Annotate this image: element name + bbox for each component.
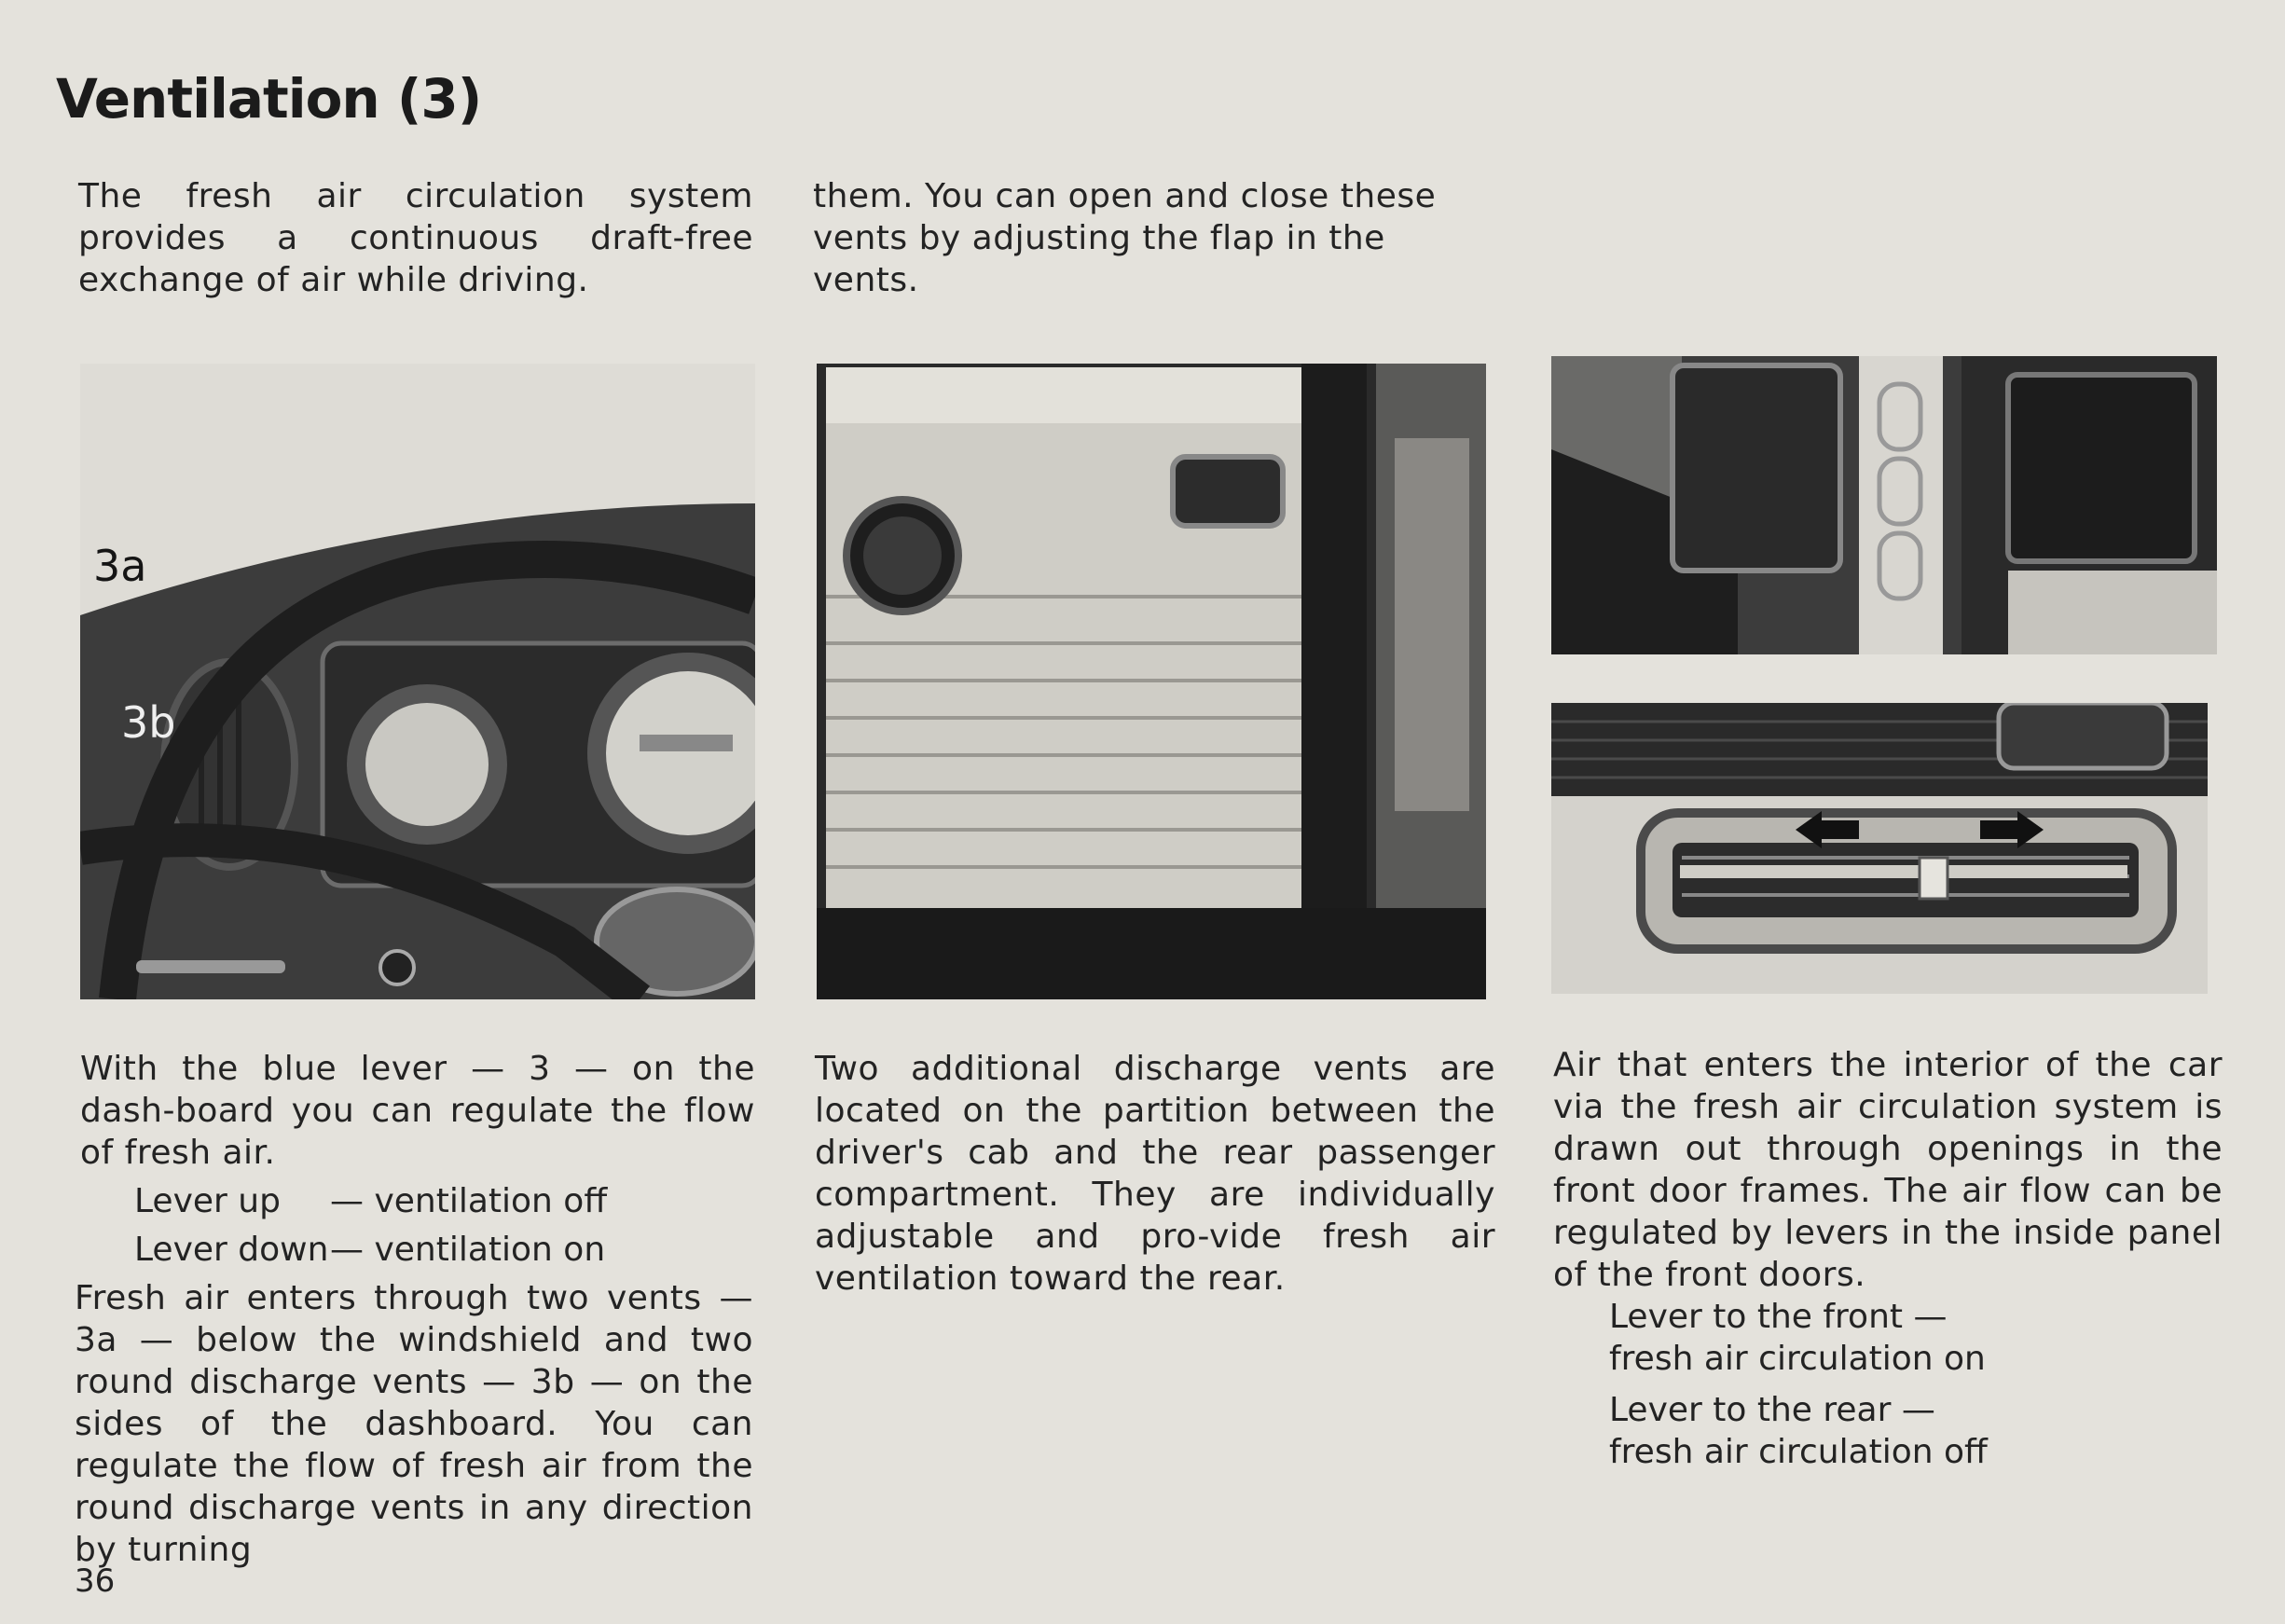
partition-vents-photo <box>817 364 1486 999</box>
lever-front-line1: Lever to the front — <box>1609 1298 1948 1336</box>
lever-up-value: — ventilation off <box>330 1182 608 1220</box>
lever-rear-block <box>1609 1389 1988 1473</box>
page-number: 36 <box>75 1562 116 1600</box>
lever-rear-line2: fresh air circulation off <box>1609 1433 1988 1471</box>
col3-para1: Air that enters the interior of the car via the fresh air circulation system is drawn out through openings in the front door frames. The air flow can be regulated by levers in the inside panel of the front doors. <box>1553 1046 2223 1294</box>
intro-col1: The fresh air circulation system provides a continuous draft-free exchange of air while driving. <box>78 177 753 299</box>
page-title: Ventilation (3) <box>56 67 482 131</box>
col1-para1: With the blue lever — 3 — on the dash-board you can regulate the flow of fresh air. <box>80 1050 755 1172</box>
lever-front-line2: fresh air circulation on <box>1609 1340 1986 1378</box>
lever-down-label: Lever down <box>134 1231 329 1269</box>
lever-down-row <box>134 1229 605 1271</box>
lever-up-label: Lever up <box>134 1182 281 1220</box>
lever-rear-line1: Lever to the rear — <box>1609 1391 1935 1429</box>
door-lever-vent-photo <box>1551 703 2208 994</box>
lever-up-row <box>134 1180 607 1222</box>
dashboard-illustration <box>80 364 755 999</box>
door-frame-photo <box>1551 356 2217 654</box>
dashboard-photo <box>80 364 755 999</box>
col2-para1: Two additional discharge vents are located on the partition between the driver's cab and the rear passenger compartment. They are individually adjustable and pro-vide fresh air ventilation toward the rear. <box>815 1050 1495 1298</box>
callout-3a: 3a <box>93 541 147 591</box>
lever-front-block <box>1609 1296 1986 1380</box>
door-lever-illustration <box>1551 703 2208 994</box>
intro-col2: them. You can open and close these vents by adjusting the flap in the vents. <box>813 177 1437 299</box>
door-frame-illustration <box>1551 356 2217 654</box>
col1-para2: Fresh air enters through two vents — 3a — below the windshield and two round discharge vents — 3b — on the sides of the dashboard. You can regulate the flow of fresh air from the round discharge vents in any direction by turning <box>75 1279 753 1569</box>
callout-3b: 3b <box>121 697 176 748</box>
partition-illustration <box>817 364 1486 999</box>
lever-down-value: — ventilation on <box>330 1231 606 1269</box>
